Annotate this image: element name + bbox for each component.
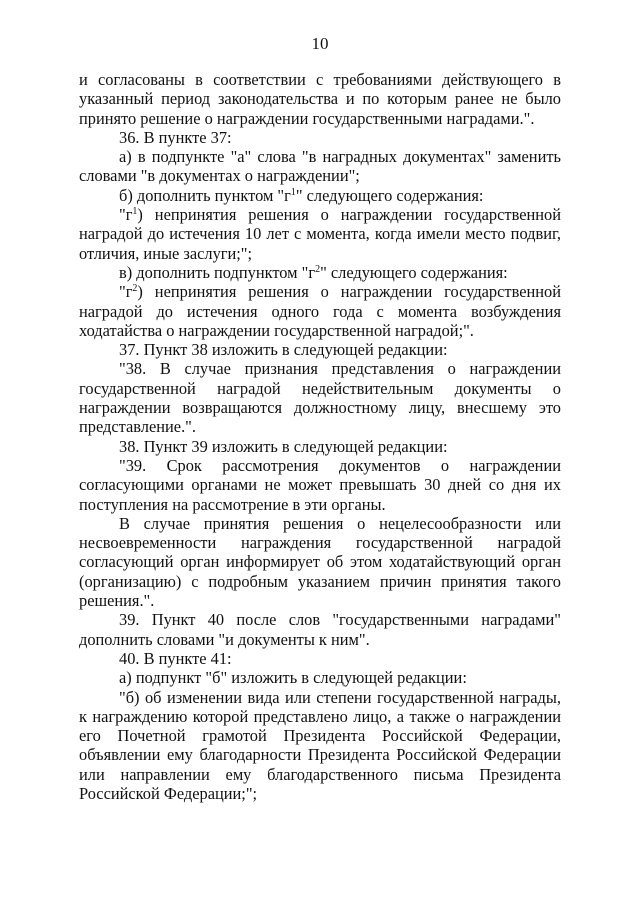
superscript-index: 2 (315, 263, 321, 275)
paragraph-p3 (79, 147, 561, 186)
paragraph-p13 (79, 610, 561, 649)
paragraph-p11 (79, 456, 561, 514)
paragraph-text: "б) об изменении вида или степени государственной награды, к награждению которой представлено лицо, а также о награждении его Почетной грамотой Президента Российской Федерации, объявлении ему благодарности Президента Российской Федерации или направлении ему благодарственного письма Президента Российской Федерации;"; (79, 687, 561, 803)
document-body (79, 70, 561, 803)
paragraph-p10 (79, 437, 561, 456)
paragraph-text: "г (119, 282, 133, 302)
paragraph-text: и согласованы в соответствии с требованиями действующего в указанный период законодательства и по которым ранее не было принято решение о награждении государственными наградами.". (79, 70, 561, 128)
paragraph-text: 38. Пункт 39 изложить в следующей редакции: (119, 436, 448, 456)
paragraph-text: а) в подпункте "а" слова "в наградных документах" заменить словами "в документах о награждении"; (79, 147, 561, 186)
paragraph-p4 (79, 186, 561, 205)
paragraph-p2 (79, 128, 561, 147)
paragraph-text: " следующего содержания: (320, 262, 508, 282)
paragraph-text: " следующего содержания: (295, 185, 484, 205)
paragraph-text: "38. В случае признания представления о награждении государственной наградой недействительным документы о награждении возвращаются должностному лицу, внесшему это представление.". (79, 359, 561, 437)
superscript-index: 1 (290, 186, 296, 198)
paragraph-p14 (79, 649, 561, 668)
paragraph-p6 (79, 263, 561, 282)
paragraph-text: В случае принятия решения о нецелесообразности или несвоевременности награждения государственной наградой согласующий орган информирует об этом ходатайствующий орган (организацию) с подробным указанием причин принятия такого решения.". (79, 513, 561, 611)
paragraph-text: в) дополнить подпунктом "г (119, 262, 316, 282)
paragraph-text: "г (119, 205, 133, 225)
paragraph-text: а) подпункт "б" изложить в следующей редакции: (119, 668, 467, 688)
paragraph-p16 (79, 688, 561, 804)
paragraph-p9 (79, 359, 561, 436)
superscript-index: 2 (132, 283, 138, 295)
paragraph-text: ) непринятия решения о награждении государственной наградой до истечения 10 лет с момента, когда имели место подвиг, отличия, иные заслуги;"; (79, 205, 561, 263)
superscript-index: 1 (132, 206, 138, 218)
paragraph-p5 (79, 205, 561, 263)
paragraph-text: ) непринятия решения о награждении государственной наградой до истечения одного года с момента возбуждения ходатайства о награждении государственной наградой;". (79, 282, 561, 340)
paragraph-p8 (79, 340, 561, 359)
paragraph-text: б) дополнить пунктом "г (119, 185, 291, 205)
paragraph-p7 (79, 282, 561, 340)
paragraph-p12 (79, 514, 561, 610)
paragraph-text: 40. В пункте 41: (119, 648, 232, 668)
paragraph-text: 37. Пункт 38 изложить в следующей редакции: (119, 340, 448, 360)
page-number: 10 (311, 34, 329, 53)
paragraph-p15 (79, 668, 561, 687)
paragraph-text: 39. Пункт 40 после слов "государственными наградами" дополнить словами "и документы к ним". (79, 610, 561, 649)
paragraph-text: "39. Срок рассмотрения документов о награждении согласующими органами не может превышать 30 дней со дня их поступления на рассмотрение в эти органы. (79, 455, 561, 514)
paragraph-p1 (79, 70, 561, 128)
paragraph-text: 36. В пункте 37: (119, 127, 232, 147)
